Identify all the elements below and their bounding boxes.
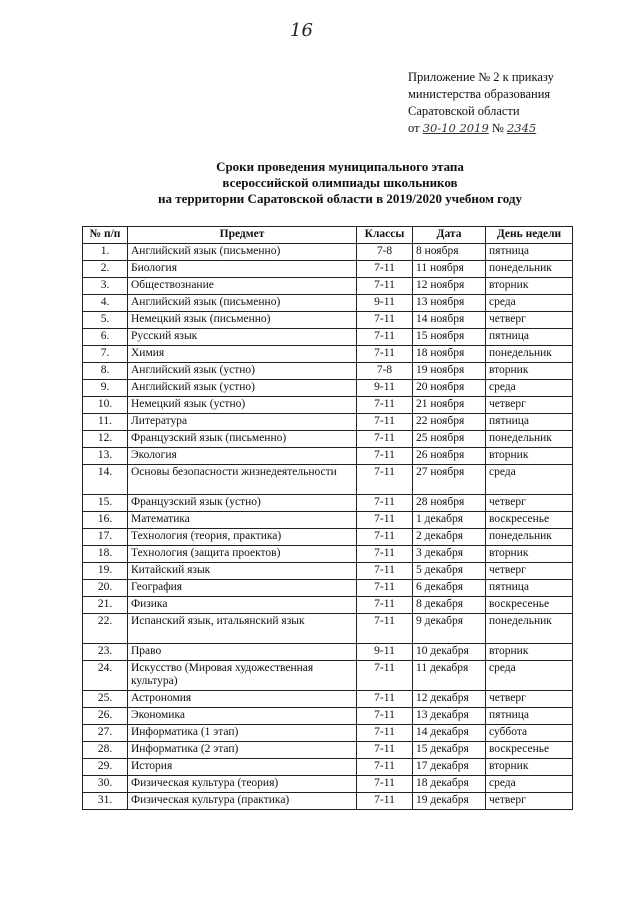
table-header-row [83, 227, 573, 244]
row-number-cell: 22. [83, 614, 128, 644]
subject-cell: Русский язык [128, 329, 357, 346]
row-number-cell: 4. [83, 295, 128, 312]
weekday-cell: воскресенье [486, 597, 573, 614]
date-cell: 8 ноября [413, 244, 486, 261]
date-cell: 5 декабря [413, 563, 486, 580]
row-number-cell: 25. [83, 691, 128, 708]
weekday-cell: среда [486, 661, 573, 691]
weekday-cell: среда [486, 295, 573, 312]
weekday-cell: понедельник [486, 431, 573, 448]
appendix-line-3: Саратовской области [408, 104, 520, 118]
subject-cell: Основы безопасности жизнедеятельности [128, 465, 357, 495]
table-row [83, 512, 573, 529]
header-number: № п/п [83, 227, 128, 244]
table-row [83, 363, 573, 380]
olympiad-schedule-table [82, 226, 573, 810]
weekday-cell: вторник [486, 448, 573, 465]
table-row [83, 312, 573, 329]
subject-cell: География [128, 580, 357, 597]
date-cell: 3 декабря [413, 546, 486, 563]
grades-cell: 7-11 [357, 529, 413, 546]
date-cell: 20 ноября [413, 380, 486, 397]
table-row [83, 329, 573, 346]
table-row [83, 346, 573, 363]
weekday-cell: среда [486, 776, 573, 793]
date-cell: 27 ноября [413, 465, 486, 495]
table-row [83, 278, 573, 295]
date-cell: 10 декабря [413, 644, 486, 661]
row-number-cell: 23. [83, 644, 128, 661]
subject-cell: Китайский язык [128, 563, 357, 580]
weekday-cell: вторник [486, 759, 573, 776]
grades-cell: 7-8 [357, 363, 413, 380]
table-row [83, 644, 573, 661]
weekday-cell: четверг [486, 793, 573, 810]
subject-cell: Английский язык (устно) [128, 380, 357, 397]
table-row [83, 563, 573, 580]
table-row [83, 614, 573, 644]
subject-cell: Технология (теория, практика) [128, 529, 357, 546]
grades-cell: 7-11 [357, 614, 413, 644]
date-cell: 14 ноября [413, 312, 486, 329]
weekday-cell: четверг [486, 397, 573, 414]
weekday-cell: среда [486, 465, 573, 495]
grades-cell: 7-11 [357, 414, 413, 431]
weekday-cell: воскресенье [486, 512, 573, 529]
date-cell: 21 ноября [413, 397, 486, 414]
row-number-cell: 20. [83, 580, 128, 597]
subject-cell: Обществознание [128, 278, 357, 295]
appendix-date-line [408, 120, 554, 137]
weekday-cell: четверг [486, 691, 573, 708]
table-row [83, 414, 573, 431]
subject-cell: Немецкий язык (устно) [128, 397, 357, 414]
header-day: День недели [486, 227, 573, 244]
subject-cell: Технология (защита проектов) [128, 546, 357, 563]
date-cell: 18 декабря [413, 776, 486, 793]
row-number-cell: 5. [83, 312, 128, 329]
title-line-2: всероссийской олимпиады школьников [222, 175, 458, 190]
weekday-cell: пятница [486, 708, 573, 725]
date-cell: 26 ноября [413, 448, 486, 465]
table-row [83, 725, 573, 742]
date-cell: 11 ноября [413, 261, 486, 278]
table-row [83, 546, 573, 563]
grades-cell: 7-11 [357, 448, 413, 465]
date-cell: 13 ноября [413, 295, 486, 312]
subject-cell: Математика [128, 512, 357, 529]
row-number-cell: 9. [83, 380, 128, 397]
grades-cell: 9-11 [357, 295, 413, 312]
date-cell: 25 ноября [413, 431, 486, 448]
table-row [83, 742, 573, 759]
table-row [83, 397, 573, 414]
row-number-cell: 2. [83, 261, 128, 278]
table-body [83, 244, 573, 810]
appendix-line-1: Приложение № 2 к приказу [408, 70, 554, 84]
header-grades: Классы [357, 227, 413, 244]
row-number-cell: 16. [83, 512, 128, 529]
grades-cell: 7-11 [357, 512, 413, 529]
table-row [83, 708, 573, 725]
row-number-cell: 30. [83, 776, 128, 793]
date-cell: 6 декабря [413, 580, 486, 597]
table-row [83, 295, 573, 312]
row-number-cell: 19. [83, 563, 128, 580]
subject-cell: Искусство (Мировая художественная культура) [128, 661, 357, 691]
table-row [83, 776, 573, 793]
date-cell: 19 декабря [413, 793, 486, 810]
weekday-cell: понедельник [486, 614, 573, 644]
date-cell: 28 ноября [413, 495, 486, 512]
subject-cell: Английский язык (письменно) [128, 244, 357, 261]
weekday-cell: вторник [486, 644, 573, 661]
date-cell: 15 декабря [413, 742, 486, 759]
grades-cell: 7-11 [357, 329, 413, 346]
number-label: № [491, 121, 504, 135]
grades-cell: 7-11 [357, 346, 413, 363]
subject-cell: Химия [128, 346, 357, 363]
row-number-cell: 24. [83, 661, 128, 691]
grades-cell: 7-11 [357, 725, 413, 742]
weekday-cell: пятница [486, 329, 573, 346]
weekday-cell: воскресенье [486, 742, 573, 759]
subject-cell: Информатика (2 этап) [128, 742, 357, 759]
subject-cell: Экология [128, 448, 357, 465]
date-cell: 9 декабря [413, 614, 486, 644]
subject-cell: Информатика (1 этап) [128, 725, 357, 742]
subject-cell: Экономика [128, 708, 357, 725]
weekday-cell: вторник [486, 546, 573, 563]
row-number-cell: 31. [83, 793, 128, 810]
row-number-cell: 10. [83, 397, 128, 414]
weekday-cell: среда [486, 380, 573, 397]
subject-cell: Физика [128, 597, 357, 614]
grades-cell: 7-11 [357, 661, 413, 691]
row-number-cell: 26. [83, 708, 128, 725]
document-title [60, 159, 620, 207]
title-line-1: Сроки проведения муниципального этапа [216, 159, 464, 174]
date-cell: 2 декабря [413, 529, 486, 546]
subject-cell: Французский язык (устно) [128, 495, 357, 512]
grades-cell: 7-11 [357, 776, 413, 793]
subject-cell: Физическая культура (теория) [128, 776, 357, 793]
weekday-cell: понедельник [486, 529, 573, 546]
appendix-note [408, 69, 554, 137]
row-number-cell: 12. [83, 431, 128, 448]
subject-cell: Астрономия [128, 691, 357, 708]
grades-cell: 7-11 [357, 759, 413, 776]
table-row [83, 448, 573, 465]
grades-cell: 7-11 [357, 691, 413, 708]
grades-cell: 7-11 [357, 742, 413, 759]
table-row [83, 431, 573, 448]
row-number-cell: 28. [83, 742, 128, 759]
title-line-3: на территории Саратовской области в 2019/2020 учебном году [158, 191, 522, 206]
row-number-cell: 8. [83, 363, 128, 380]
table-row [83, 495, 573, 512]
subject-cell: Литература [128, 414, 357, 431]
page-number: 16 [290, 20, 313, 41]
from-label: от [408, 121, 420, 135]
row-number-cell: 3. [83, 278, 128, 295]
weekday-cell: суббота [486, 725, 573, 742]
grades-cell: 7-11 [357, 495, 413, 512]
row-number-cell: 14. [83, 465, 128, 495]
grades-cell: 9-11 [357, 644, 413, 661]
appendix-line-2: министерства образования [408, 87, 551, 101]
row-number-cell: 15. [83, 495, 128, 512]
row-number-cell: 21. [83, 597, 128, 614]
grades-cell: 7-11 [357, 431, 413, 448]
date-cell: 12 декабря [413, 691, 486, 708]
row-number-cell: 13. [83, 448, 128, 465]
grades-cell: 7-11 [357, 465, 413, 495]
date-cell: 1 декабря [413, 512, 486, 529]
header-date: Дата [413, 227, 486, 244]
row-number-cell: 17. [83, 529, 128, 546]
weekday-cell: пятница [486, 244, 573, 261]
date-cell: 19 ноября [413, 363, 486, 380]
weekday-cell: пятница [486, 414, 573, 431]
grades-cell: 7-8 [357, 244, 413, 261]
grades-cell: 7-11 [357, 597, 413, 614]
date-cell: 8 декабря [413, 597, 486, 614]
subject-cell: Испанский язык, итальянский язык [128, 614, 357, 644]
grades-cell: 7-11 [357, 563, 413, 580]
table-row [83, 244, 573, 261]
table-row [83, 793, 573, 810]
subject-cell: Английский язык (письменно) [128, 295, 357, 312]
date-cell: 17 декабря [413, 759, 486, 776]
handwritten-date: 30-10 2019 [422, 121, 489, 135]
table-row [83, 580, 573, 597]
grades-cell: 7-11 [357, 312, 413, 329]
weekday-cell: вторник [486, 363, 573, 380]
table-row [83, 759, 573, 776]
subject-cell: История [128, 759, 357, 776]
table-row [83, 597, 573, 614]
table-row [83, 261, 573, 278]
grades-cell: 7-11 [357, 546, 413, 563]
row-number-cell: 7. [83, 346, 128, 363]
date-cell: 14 декабря [413, 725, 486, 742]
subject-cell: Немецкий язык (письменно) [128, 312, 357, 329]
header-subject: Предмет [128, 227, 357, 244]
row-number-cell: 11. [83, 414, 128, 431]
date-cell: 18 ноября [413, 346, 486, 363]
grades-cell: 7-11 [357, 708, 413, 725]
table-row [83, 691, 573, 708]
row-number-cell: 18. [83, 546, 128, 563]
weekday-cell: понедельник [486, 261, 573, 278]
subject-cell: Английский язык (устно) [128, 363, 357, 380]
table-row [83, 380, 573, 397]
date-cell: 12 ноября [413, 278, 486, 295]
subject-cell: Физическая культура (практика) [128, 793, 357, 810]
date-cell: 11 декабря [413, 661, 486, 691]
date-cell: 13 декабря [413, 708, 486, 725]
row-number-cell: 27. [83, 725, 128, 742]
grades-cell: 9-11 [357, 380, 413, 397]
grades-cell: 7-11 [357, 261, 413, 278]
grades-cell: 7-11 [357, 278, 413, 295]
grades-cell: 7-11 [357, 793, 413, 810]
weekday-cell: четверг [486, 563, 573, 580]
date-cell: 22 ноября [413, 414, 486, 431]
table-row [83, 529, 573, 546]
date-cell: 15 ноября [413, 329, 486, 346]
grades-cell: 7-11 [357, 580, 413, 597]
handwritten-number: 2345 [506, 121, 537, 135]
grades-cell: 7-11 [357, 397, 413, 414]
weekday-cell: четверг [486, 312, 573, 329]
weekday-cell: пятница [486, 580, 573, 597]
table-row [83, 661, 573, 691]
subject-cell: Право [128, 644, 357, 661]
weekday-cell: четверг [486, 495, 573, 512]
table-row [83, 465, 573, 495]
weekday-cell: понедельник [486, 346, 573, 363]
subject-cell: Биология [128, 261, 357, 278]
row-number-cell: 6. [83, 329, 128, 346]
row-number-cell: 29. [83, 759, 128, 776]
row-number-cell: 1. [83, 244, 128, 261]
weekday-cell: вторник [486, 278, 573, 295]
subject-cell: Французский язык (письменно) [128, 431, 357, 448]
